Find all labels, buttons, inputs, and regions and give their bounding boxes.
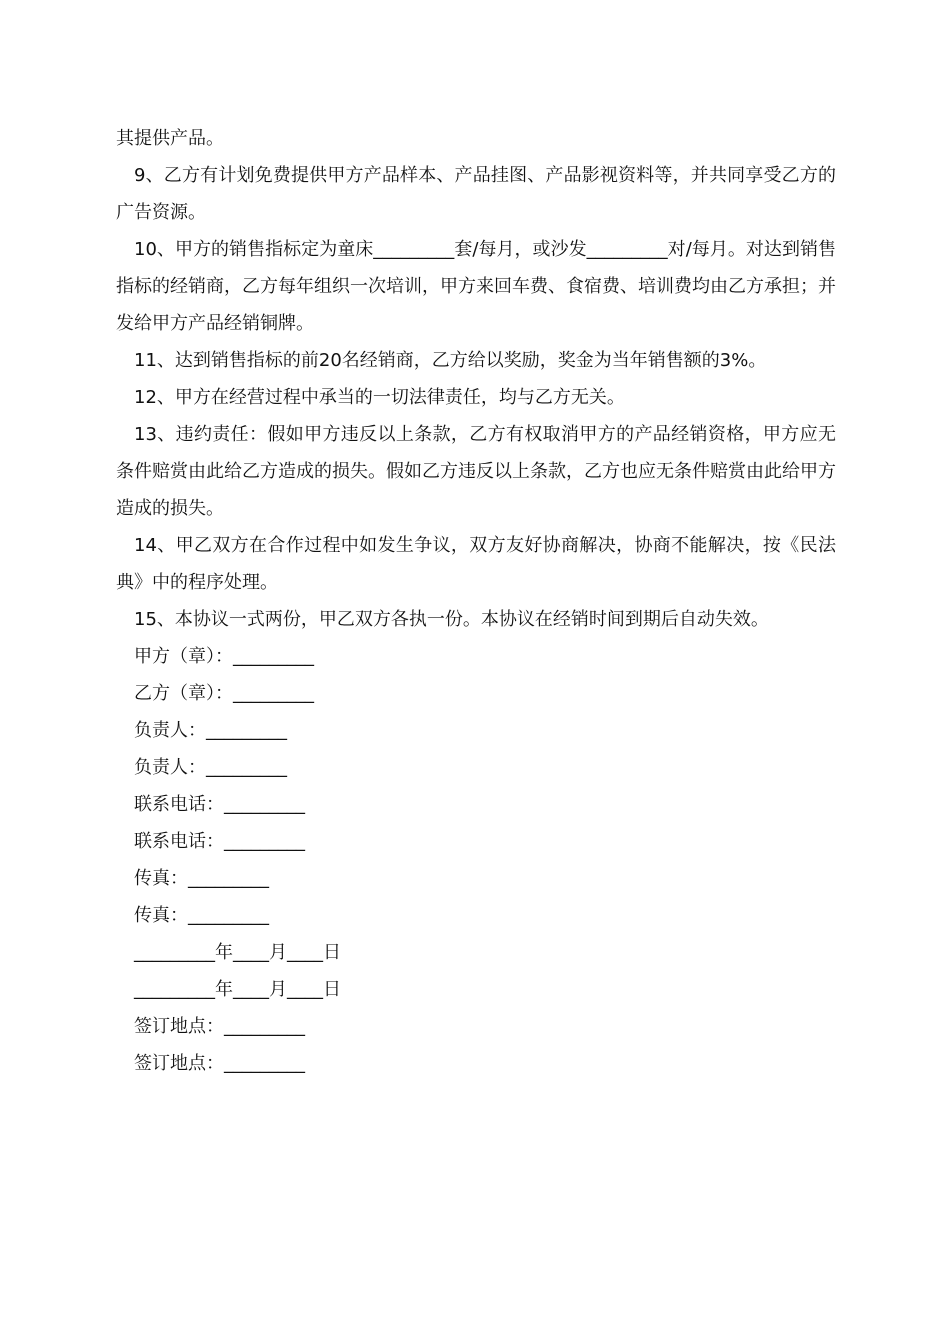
party-b-seal-line: 乙方（章）：_________ xyxy=(134,683,314,704)
clause-10: 10、甲方的销售指标定为童床_________套/每月，或沙发_________对/每月。对达到销售指标的经销商，乙方每年组织一次培训，甲方来回车费、食宿费、培训费均由乙方承担；并发给甲方产品经销铜牌。 xyxy=(116,239,836,334)
party-a-phone-line: 联系电话：_________ xyxy=(134,794,305,815)
party-b-location-line: 签订地点：_________ xyxy=(134,1053,305,1074)
party-b-phone-line: 联系电话：_________ xyxy=(134,831,305,852)
clause-15: 15、本协议一式两份，甲乙双方各执一份。本协议在经销时间到期后自动失效。 xyxy=(134,609,769,630)
party-a-location-line: 签订地点：_________ xyxy=(134,1016,305,1037)
clause-13: 13、违约责任：假如甲方违反以上条款，乙方有权取消甲方的产品经销资格，甲方应无条件赔赏由此给乙方造成的损失。假如乙方违反以上条款，乙方也应无条件赔赏由此给甲方造成的损失。 xyxy=(116,424,836,519)
party-a-date-line: _________年____月____日 xyxy=(134,942,341,963)
party-a-seal-line: 甲方（章）：_________ xyxy=(134,646,314,667)
clause-14: 14、甲乙双方在合作过程中如发生争议，双方友好协商解决，协商不能解决，按《民法典》中的程序处理。 xyxy=(116,535,836,593)
party-a-responsible-line: 负责人：_________ xyxy=(134,720,287,741)
clause-11: 11、达到销售指标的前20名经销商，乙方给以奖励，奖金为当年销售额的3%。 xyxy=(134,350,767,371)
party-b-responsible-line: 负责人：_________ xyxy=(134,757,287,778)
document-body xyxy=(116,120,836,1082)
party-b-date-line: _________年____月____日 xyxy=(134,979,341,1000)
paragraph: 其提供产品。 xyxy=(116,128,224,149)
clause-9: 9、乙方有计划免费提供甲方产品样本、产品挂图、产品影视资料等，并共同享受乙方的广告资源。 xyxy=(116,165,836,223)
party-b-fax-line: 传真：_________ xyxy=(134,905,269,926)
party-a-fax-line: 传真：_________ xyxy=(134,868,269,889)
clause-12: 12、甲方在经营过程中承当的一切法律责任，均与乙方无关。 xyxy=(134,387,625,408)
